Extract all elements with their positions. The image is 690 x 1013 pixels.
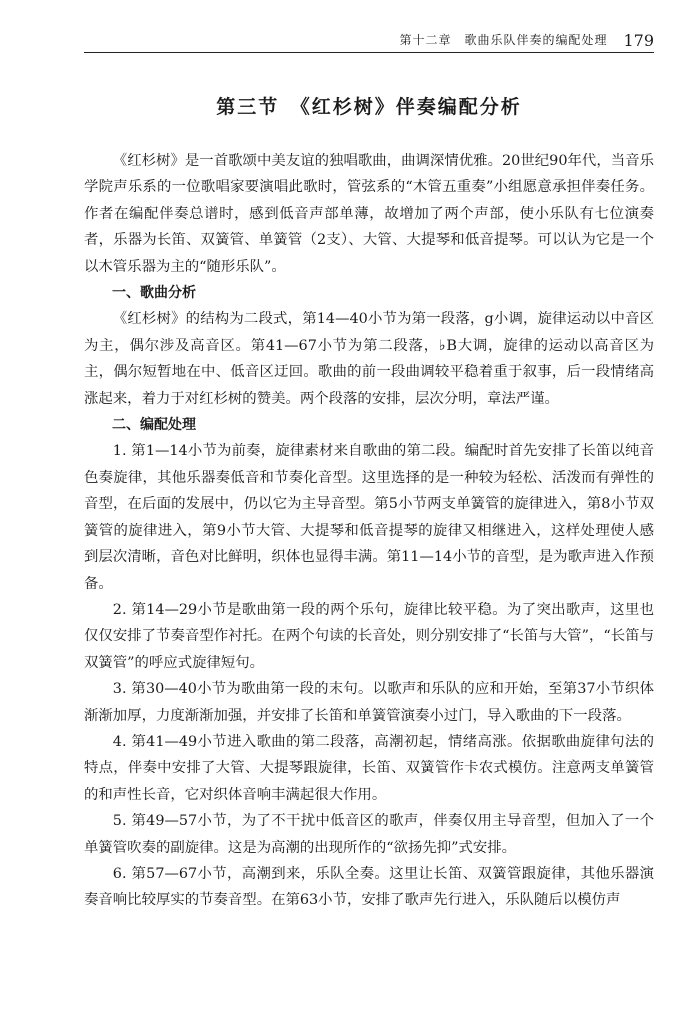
arrangement-item-5: 5. 第49—57小节，为了不干扰中低音区的歌声，伴奏仅用主导音型，但加入了一个单簧管吹奏的副旋律。这是为高潮的出现所作的“欲扬先抑”式安排。 <box>84 813 654 856</box>
heading-arrangement: 二、编配处理 <box>112 417 196 434</box>
heading-song-analysis: 一、歌曲分析 <box>112 285 196 302</box>
song-analysis-paragraph: 《红杉树》的结构为二段式，第14—40小节为第一段落，g小调，旋律运动以中音区为主，偶尔涉及高音区。第41—67小节为第二段落，♭B大调，旋律的运动以高音区为主，偶尔短暂地在中、低音区迂回。歌曲的前一段曲调较平稳着重于叙事，后一段情绪高涨起来，着力于对红杉树的赞美。两个段落的安排，层次分明，章法严谨。 <box>84 311 654 407</box>
arrangement-item-4: 4. 第41—49小节进入歌曲的第二段落，高潮初起，情绪高涨。依据歌曲旋律句法的特点，伴奏中安排了大管、大提琴跟旋律，长笛、双簧管作卡农式模仿。注意两支单簧管的和声性长音，它对织体音响丰满起很大作用。 <box>84 733 654 803</box>
running-header <box>84 30 654 53</box>
intro-paragraph: 《红杉树》是一首歌颂中美友谊的独唱歌曲，曲调深情优雅。20世纪90年代，当音乐学院声乐系的一位歌唱家要演唱此歌时，管弦系的“木管五重奏”小组愿意承担伴奏任务。作者在编配伴奏总谱时，感到低音声部单薄，故增加了两个声部，使小乐队有七位演奏者，乐器为长笛、双簧管、单簧管（2支）、大管、大提琴和低音提琴。可以认为它是一个以木管乐器为主的“随形乐队”。 <box>84 153 654 275</box>
section-title: 第三节 《红杉树》伴奏编配分析 <box>216 96 522 118</box>
arrangement-item-2: 2. 第14—29小节是歌曲第一段的两个乐句，旋律比较平稳。为了突出歌声，这里也仅仅安排了节奏音型作衬托。在两个句读的长音处，则分别安排了“长笛与大管”，“长笛与双簧管”的呼应式旋律短句。 <box>84 601 654 671</box>
page-body <box>84 148 654 914</box>
chapter-title: 第十二章 歌曲乐队伴奏的编配处理 <box>399 33 608 47</box>
arrangement-item-3: 3. 第30—40小节为歌曲第一段的末句。以歌声和乐队的应和开始，至第37小节织体渐渐加厚，力度渐渐加强，并安排了长笛和单簧管演奏小过门，导入歌曲的下一段落。 <box>84 681 654 724</box>
arrangement-item-1: 1. 第1—14小节为前奏，旋律素材来自歌曲的第二段。编配时首先安排了长笛以纯音色奏旋律，其他乐器奏低音和节奏化音型。这里选择的是一种较为轻松、活泼而有弹性的音型，在后面的发展中，仍以它为主导音型。第5小节两支单簧管的旋律进入，第8小节双簧管的旋律进入，第9小节大管、大提琴和低音提琴的旋律又相继进入，这样处理使人感到层次清晰，音色对比鲜明，织体也显得丰满。第11—14小节的音型，是为歌声进入作预备。 <box>84 443 654 592</box>
arrangement-item-6: 6. 第57—67小节，高潮到来，乐队全奏。这里让长笛、双簧管跟旋律，其他乐器演奏音响比较厚实的节奏音型。在第63小节，安排了歌声先行进入，乐队随后以模仿声 <box>84 865 654 909</box>
page-number: 179 <box>623 31 654 50</box>
